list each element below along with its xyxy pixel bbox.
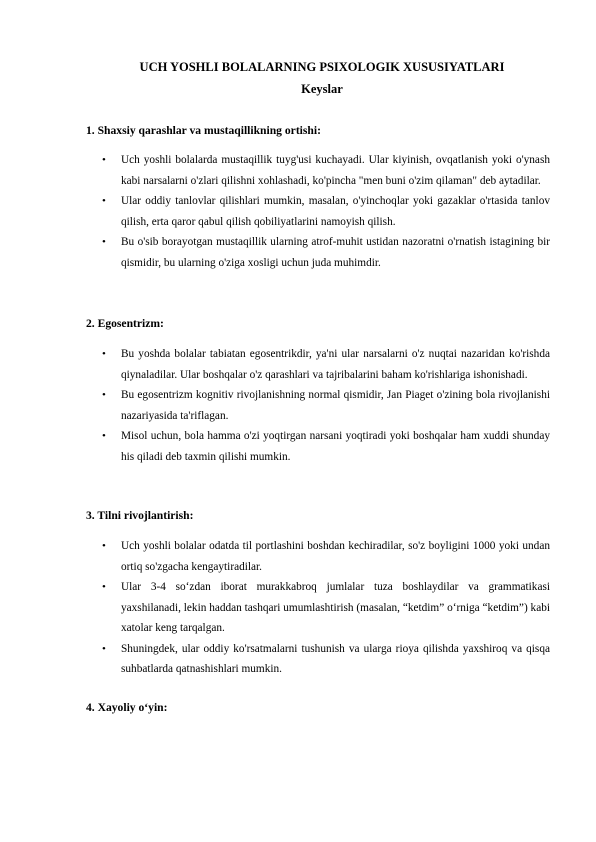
list-item-text: Bu egosentrizm kognitiv rivojlanishning normal qismidir, Jan Piaget o'zining bola rivojlanishi nazariyasida ta'riflagan. [121,389,550,422]
section-1-bullets [0,150,596,273]
section-heading-3: 3. Tilni rivojlantirish: [86,509,194,522]
section-3-bullets [0,536,596,680]
list-item-text: Shuningdek, ular oddiy ko'rsatmalarni tushunish va ularga rioya qilishda yaxshiroq va qisqa suhbatlarda qatnashishlari mumkin. [121,642,550,675]
list-item [0,639,596,680]
document-subtitle: Keyslar [301,82,343,96]
list-item-text: Ular 3-4 so‘zdan iborat murakkabroq jumlalar tuza boshlaydilar va grammatikasi yaxshilanadi, lekin haddan tashqari umumlashtirish (masalan, “ketdim” o‘rniga “ketdim”) kabi xatolar keng tarqalgan. [121,581,550,634]
list-item [0,344,596,385]
list-item-text: Misol uchun, bola hamma o'zi yoqtirgan narsani yoqtiradi yoki boshqalar ham xuddi shunday his qiladi deb taxmin qilishi mumkin. [121,430,550,463]
bullet-icon: • [102,430,106,442]
bullet-icon: • [102,236,106,248]
bullet-icon: • [102,348,106,360]
section-heading-1: 1. Shaxsiy qarashlar va mustaqillikning ortishi: [86,124,321,137]
bullet-icon: • [102,389,106,401]
list-item [0,536,596,577]
list-item-text: Ular oddiy tanlovlar qilishlari mumkin, masalan, o'yinchoqlar yoki gazaklar o'rtasida tanlov qilish, erta qaror qabul qilish qobiliyatlarini namoyish qilish. [121,195,550,228]
list-item-text: Uch yoshli bolalarda mustaqillik tuyg'usi kuchayadi. Ular kiyinish, ovqatlanish yoki o'ynash kabi narsalarni o'zlari qilishni xohlashadi, ko'pincha "men buni o'zim qilaman" deb aytadilar. [121,154,550,187]
list-item [0,385,596,426]
list-item-text: Uch yoshli bolalar odatda til portlashini boshdan kechiradilar, so'z boyligini 1000 yoki undan ortiq so'zgacha kengaytiradilar. [121,540,550,573]
bullet-icon: • [102,581,106,593]
list-item [0,191,596,232]
bullet-icon: • [102,195,106,207]
section-2-bullets [0,344,596,467]
document-title: UCH YOSHLI BOLALARNING PSIXOLOGIK XUSUSIYATLARI [139,60,505,74]
list-item-text: Bu o'sib borayotgan mustaqillik ularning atrof-muhit ustidan nazoratni o'rnatish istagining bir qismidir, bu ularning o'ziga xosligi uchun juda muhimdir. [121,236,550,269]
section-heading-2: 2. Egosentrizm: [86,317,164,330]
list-item-text: Bu yoshda bolalar tabiatan egosentrikdir, ya'ni ular narsalarni o'z nuqtai nazaridan ko'rishda qiynaladilar. Ular boshqalar o'z qarashlari va tajribalarini baham ko'rishlariga ishonishadi. [121,348,550,381]
bullet-icon: • [102,540,106,552]
list-item [0,577,596,639]
bullet-icon: • [102,154,106,166]
list-item [0,426,596,467]
bullet-icon: • [102,642,106,655]
list-item [0,150,596,191]
section-heading-4: 4. Xayoliy o‘yin: [86,701,168,714]
list-item [0,232,596,273]
